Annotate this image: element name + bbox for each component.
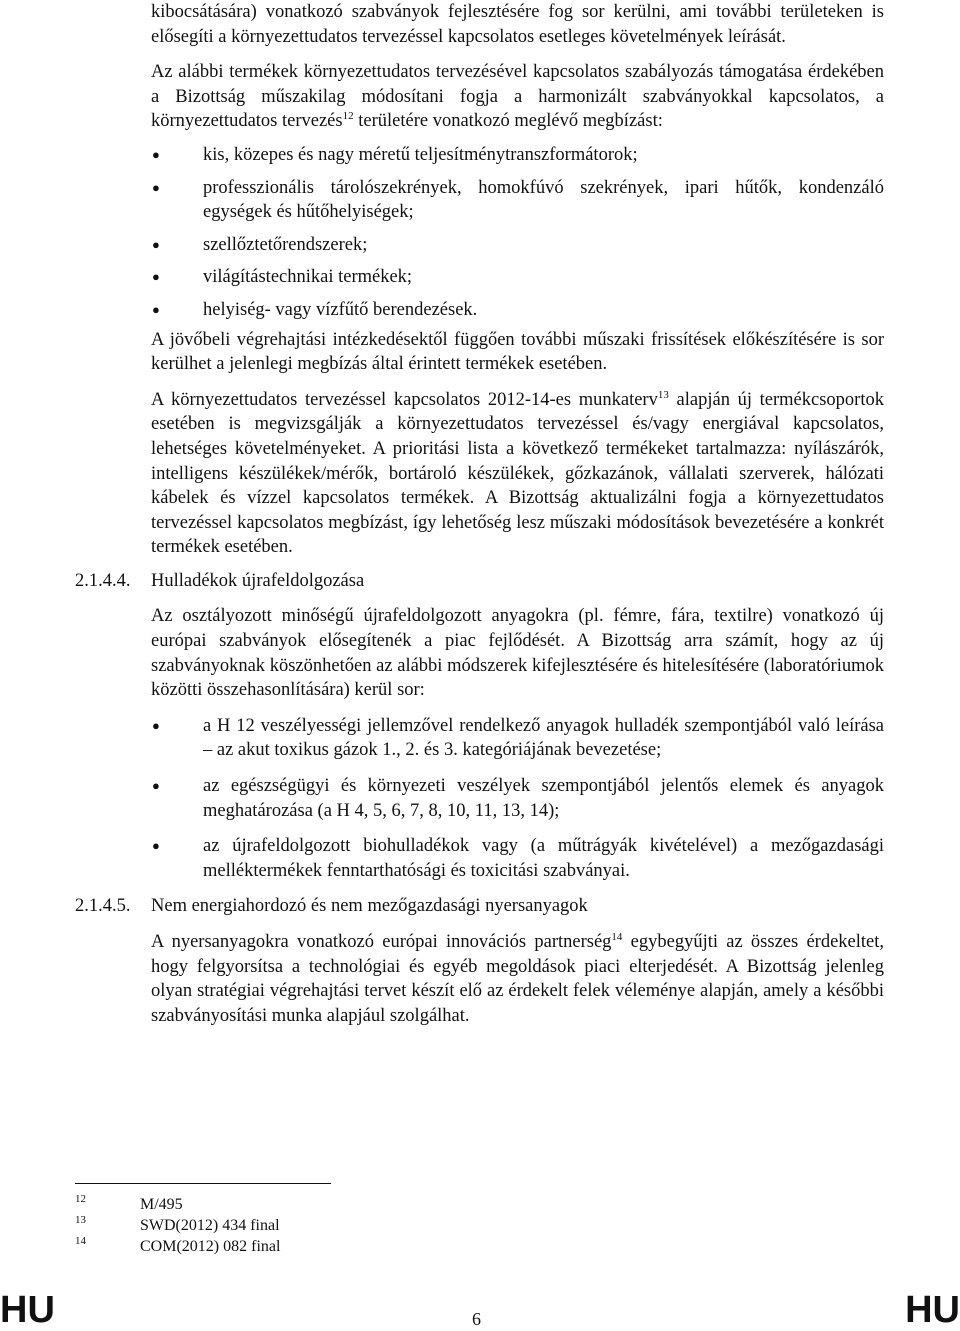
- document-body: [75, 0, 884, 1028]
- list-item: ● helyiség- vagy vízfűtő berendezések.: [151, 298, 884, 323]
- footnote-text: M/495: [140, 1196, 183, 1213]
- footer-language-right: HU: [905, 1289, 960, 1331]
- section-title: Hulladékok újrafeldolgozása: [151, 570, 365, 591]
- footnote-number: 12: [75, 1193, 86, 1205]
- list-item: ● az egészségügyi és környezeti veszélyek szempontjából jelentős elemek és anyagok meghatározása (a H 4, 5, 6, 7, 8, 10, 11, 13, 14);: [151, 774, 884, 823]
- footnote-text: SWD(2012) 434 final: [140, 1217, 280, 1234]
- paragraph-raw-materials: [151, 930, 884, 1028]
- footnote-number: 14: [75, 1235, 86, 1247]
- list-item: ● a H 12 veszélyességi jellemzővel rendelkező anyagok hulladék szempontjából való leírása – az akut toxikus gázok 1., 2. és 3. kategóriájának bevezetése;: [151, 714, 884, 763]
- footnote-number: 13: [75, 1214, 86, 1226]
- section-heading-2144: [75, 569, 884, 594]
- paragraph-intro-products: [151, 60, 884, 134]
- section-heading-2145: [75, 894, 884, 919]
- paragraph-text: alapján új termékcsoportok esetében is megvizsgálják a környezettudatos tervezéssel és/vagy energiával kapcsolatos, lehetséges követelményeket. A prioritási lista a következő termékeket tartalmazza: nyílászárók, intelligens készülékek/mérők, bortároló készülékek, gőzkazánok, vállalati szerverek, hálózati kábelek és vízzel kapcsolatos termékek. A Bizottság aktualizálni fogja a környezettudatos tervezéssel kapcsolatos megbízást, így lehetőség lesz műszaki módosítások bevezetésére a konkrét termékek esetében.: [151, 389, 884, 558]
- recycling-bullet-list: [151, 714, 884, 884]
- footnote-divider: [75, 1183, 331, 1184]
- list-item: ● világítástechnikai termékek;: [151, 265, 884, 290]
- section-title: Nem energiahordozó és nem mezőgazdasági nyersanyagok: [151, 896, 588, 917]
- paragraph-work-plan: [151, 388, 884, 560]
- paragraph-text: A nyersanyagokra vonatkozó európai innovációs partnerség: [151, 932, 612, 952]
- footnote-ref-13[interactable]: 13: [657, 388, 669, 401]
- section-number: 2.1.4.4.: [75, 570, 131, 591]
- footnote-ref-12[interactable]: 12: [342, 110, 354, 123]
- paragraph-continuation: kibocsátására) vonatkozó szabványok fejlesztésére fog sor kerülni, ami további területeken is elősegíti a környezettudatos tervezéssel kapcsolatos esetleges követelmények leírását.: [151, 2, 884, 47]
- list-item: ● professzionális tárolószekrények, homokfúvó szekrények, ipari hűtők, kondenzáló egységek és hűtőhelyiségek;: [151, 176, 884, 225]
- footnote-ref-14[interactable]: 14: [611, 931, 623, 943]
- section-number: 2.1.4.5.: [75, 896, 131, 917]
- list-item: ● kis, közepes és nagy méretű teljesítménytranszformátorok;: [151, 143, 884, 168]
- paragraph-recycling: Az osztályozott minőségű újrafeldolgozott anyagokra (pl. fémre, fára, textilre) vonatkozó új európai szabványok elősegítenék a piac fejlődését. A Bizottság arra számít, hogy az új szabványoknak köszönhetően az alábbi módszerek kifejlesztésére és hitelesítésére (laboratóriumok közötti összehasonlítására) kerül sor:: [151, 606, 884, 701]
- footer-language-left: HU: [0, 1289, 55, 1331]
- list-item: ● az újrafeldolgozott biohulladékok vagy (a műtrágyák kivételével) a mezőgazdasági melléktermékek fenntarthatósági és toxicitási szabványai.: [151, 834, 884, 883]
- paragraph-text: egybegyűjti az összes érdekeltet, hogy felgyorsítsa a technológiai és egyéb megoldások piaci elterjedését. A Bizottság jelenleg olyan stratégiai végrehajtási tervet készít elő az érdekelt felek véleménye alapján, amely a későbbi szabványosítási munka alapjául szolgálhat.: [151, 932, 884, 1026]
- paragraph-text: területére vonatkozó meglévő megbízást:: [353, 111, 663, 132]
- paragraph-text: Az alábbi termékek környezettudatos tervezésével kapcsolatos szabályozás támogatása érdekében a Bizottság műszakilag módosítani fogja a harmonizált szabványokkal kapcsolatos, a környezettudatos tervezés: [151, 62, 884, 132]
- paragraph-future-updates: A jövőbeli végrehajtási intézkedésektől függően további műszaki frissítések előkészítésére is sor kerülhet a jelenlegi megbízás által érintett termékek esetében.: [151, 329, 884, 375]
- page-number: 6: [472, 1309, 481, 1329]
- footnote-text: COM(2012) 082 final: [140, 1238, 281, 1255]
- product-bullet-list: [151, 143, 884, 323]
- list-item: ● szellőztetőrendszerek;: [151, 233, 884, 258]
- paragraph-text: A környezettudatos tervezéssel kapcsolatos 2012-14-es munkaterv: [151, 389, 658, 410]
